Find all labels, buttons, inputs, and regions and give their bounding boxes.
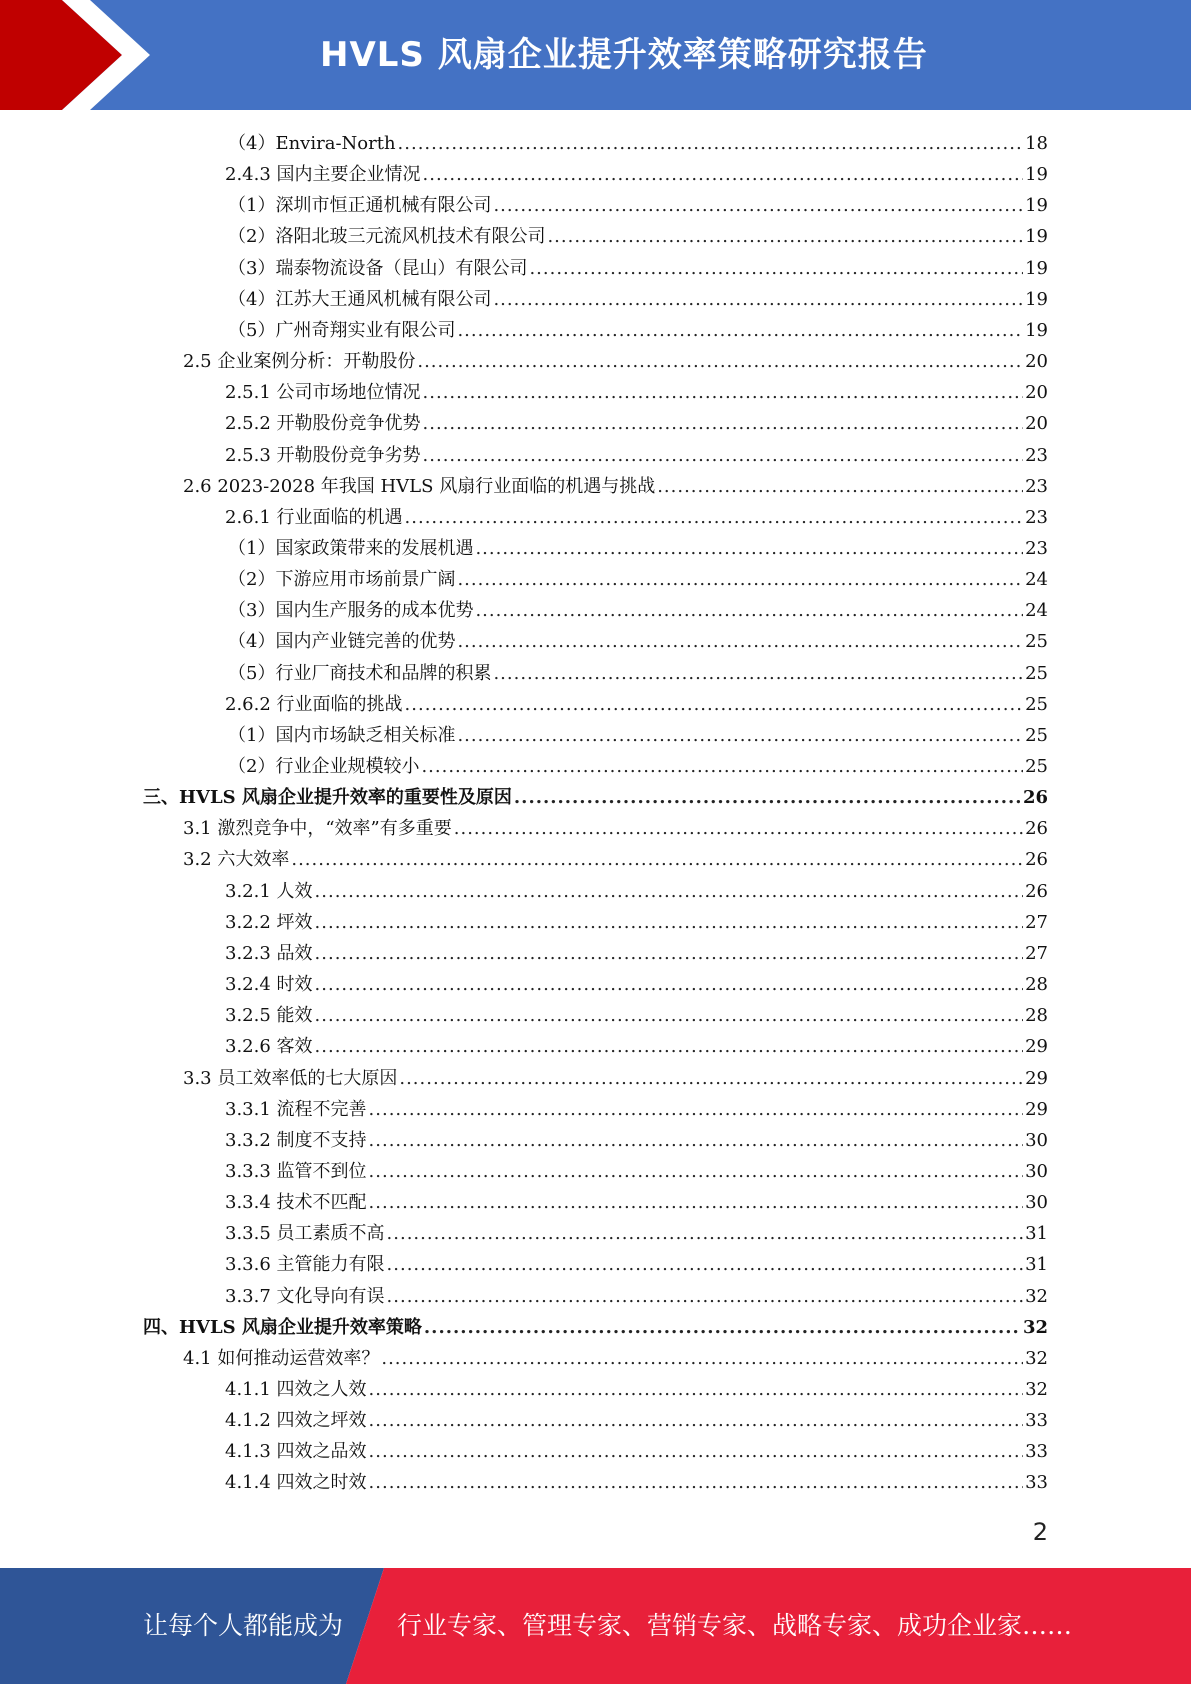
toc-entry-label: （2）洛阳北玻三元流风机技术有限公司: [228, 226, 546, 248]
toc-entry-page: 20: [1025, 382, 1048, 404]
toc-dot-leader: [547, 221, 1023, 252]
toc-dot-leader: [514, 782, 1021, 813]
toc-dot-leader: [423, 159, 1024, 190]
toc-entry-label: （1）深圳市恒正通机械有限公司: [228, 195, 492, 217]
toc-dot-leader: [421, 751, 1023, 782]
toc-entry-page: 29: [1025, 1067, 1048, 1089]
toc-entry-page: 27: [1025, 911, 1048, 933]
toc-entry[interactable]: [228, 595, 1048, 626]
toc-dot-leader: [423, 408, 1024, 439]
toc-entry-page: 33: [1025, 1441, 1048, 1463]
toc-entry-label: 2.6 2023-2028 年我国 HVLS 风扇行业面临的机遇与挑战: [183, 475, 656, 497]
toc-entry[interactable]: [183, 813, 1048, 844]
toc-dot-leader: [369, 1187, 1024, 1218]
toc-dot-leader: [405, 502, 1024, 533]
footer-slogan-left: 让每个人都能成为: [143, 1611, 344, 1640]
toc-dot-leader: [475, 533, 1023, 564]
toc-entry[interactable]: [228, 221, 1048, 252]
toc-entry-label: 3.3.7 文化导向有误: [225, 1285, 385, 1307]
toc-entry-label: （1）国家政策带来的发展机遇: [228, 537, 474, 559]
toc-entry-label: （1）国内市场缺乏相关标准: [228, 724, 456, 746]
toc-entry[interactable]: [225, 969, 1048, 1000]
report-title: HVLS 风扇企业提升效率策略研究报告: [320, 35, 928, 75]
toc-entry-label: 3.3.3 监管不到位: [225, 1160, 367, 1182]
toc-entry-label: 2.5 企业案例分析：开勒股份: [183, 351, 416, 373]
toc-entry[interactable]: [225, 876, 1048, 907]
toc-entry-page: 18: [1025, 133, 1048, 154]
toc-dot-leader: [399, 1063, 1023, 1094]
toc-entry[interactable]: [228, 564, 1048, 595]
toc-entry-label: （4）国内产业链完善的优势: [228, 631, 456, 653]
toc-dot-leader: [387, 1281, 1024, 1312]
toc-entry-label: 3.2.3 品效: [225, 942, 313, 964]
toc-entry-page: 29: [1025, 1098, 1048, 1120]
toc-entry-label: 3.3.5 员工素质不高: [225, 1223, 385, 1245]
toc-dot-leader: [457, 315, 1023, 346]
toc-entry-page: 28: [1025, 974, 1048, 996]
toc-dot-leader: [381, 1343, 1023, 1374]
toc-entry-label: 3.2 六大效率: [183, 849, 290, 871]
toc-entry[interactable]: [183, 471, 1048, 502]
toc-entry-page: 26: [1025, 818, 1048, 840]
toc-entry[interactable]: [225, 502, 1048, 533]
toc-entry-label: （5）广州奇翔实业有限公司: [228, 319, 456, 341]
toc-entry[interactable]: [225, 408, 1048, 439]
toc-entry-page: 26: [1025, 880, 1048, 902]
toc-entry[interactable]: [225, 1156, 1048, 1187]
toc-entry-page: 19: [1025, 195, 1048, 217]
toc-entry-label: 4.1 如何推动运营效率？: [183, 1347, 380, 1369]
toc-dot-leader: [315, 907, 1024, 938]
toc-entry-page: 31: [1025, 1254, 1048, 1276]
toc-entry-page: 23: [1025, 475, 1048, 497]
toc-dot-leader: [398, 128, 1024, 159]
toc-entry[interactable]: [225, 1467, 1048, 1498]
toc-entry[interactable]: [225, 159, 1048, 190]
toc-entry-page: 30: [1025, 1160, 1048, 1182]
toc-entry-page: 33: [1025, 1410, 1048, 1432]
toc-dot-leader: [457, 626, 1023, 657]
toc-entry-label: 3.2.6 客效: [225, 1036, 313, 1058]
toc-dot-leader: [387, 1249, 1024, 1280]
toc-dot-leader: [493, 658, 1023, 689]
page-footer: [0, 1568, 1191, 1684]
toc-entry-label: 4.1.2 四效之坪效: [225, 1410, 367, 1432]
toc-entry[interactable]: [183, 844, 1048, 875]
toc-entry-label: 3.3.6 主管能力有限: [225, 1254, 385, 1276]
toc-dot-leader: [291, 844, 1023, 875]
toc-entry-page: 26: [1025, 849, 1048, 871]
toc-entry[interactable]: [225, 907, 1048, 938]
toc-entry-page: 25: [1025, 631, 1048, 653]
toc-entry[interactable]: [228, 720, 1048, 751]
toc-dot-leader: [493, 190, 1023, 221]
footer-slogan-right: 行业专家、管理专家、营销专家、战略专家、成功企业家……: [397, 1611, 1073, 1640]
toc-entry[interactable]: [225, 1000, 1048, 1031]
toc-entry[interactable]: [228, 533, 1048, 564]
toc-entry[interactable]: [143, 1312, 1048, 1343]
toc-dot-leader: [387, 1218, 1024, 1249]
toc-entry-page: 28: [1025, 1005, 1048, 1027]
toc-entry-page: 19: [1025, 164, 1048, 186]
toc-entry[interactable]: [228, 751, 1048, 782]
toc-entry-page: 25: [1025, 693, 1048, 715]
toc-entry-label: 4.1.3 四效之品效: [225, 1441, 367, 1463]
toc-entry[interactable]: [225, 1436, 1048, 1467]
toc-dot-leader: [315, 938, 1024, 969]
toc-entry-page: 19: [1025, 226, 1048, 248]
toc-dot-leader: [423, 377, 1024, 408]
toc-entry-label: 3.2.4 时效: [225, 974, 313, 996]
toc-entry-label: 3.3.1 流程不完善: [225, 1098, 367, 1120]
toc-entry-page: 23: [1025, 506, 1048, 528]
toc-entry[interactable]: [225, 1249, 1048, 1280]
toc-dot-leader: [529, 253, 1023, 284]
toc-dot-leader: [315, 876, 1024, 907]
toc-entry-page: 29: [1025, 1036, 1048, 1058]
toc-entry[interactable]: [143, 782, 1048, 813]
toc-entry-page: 24: [1025, 600, 1048, 622]
toc-entry-label: 3.2.2 坪效: [225, 911, 313, 933]
toc-entry-label: 4.1.4 四效之时效: [225, 1472, 367, 1494]
toc-entry[interactable]: [183, 1063, 1048, 1094]
toc-dot-leader: [369, 1125, 1024, 1156]
toc-entry[interactable]: [228, 626, 1048, 657]
toc-entry[interactable]: [228, 658, 1048, 689]
toc-dot-leader: [493, 284, 1023, 315]
toc-entry[interactable]: [225, 1187, 1048, 1218]
toc-entry-page: 23: [1025, 537, 1048, 559]
toc-entry-label: （4）江苏大王通风机械有限公司: [228, 288, 492, 310]
toc-entry-label: （3）瑞泰物流设备（昆山）有限公司: [228, 257, 528, 279]
toc-entry[interactable]: [228, 253, 1048, 284]
toc-entry-label: 2.5.3 开勒股份竞争劣势: [225, 444, 421, 466]
toc-dot-leader: [315, 969, 1024, 1000]
toc-dot-leader: [369, 1374, 1024, 1405]
toc-entry-label: 3.3.2 制度不支持: [225, 1129, 367, 1151]
toc-entry-label: 3.2.1 人效: [225, 880, 313, 902]
toc-entry[interactable]: [225, 1281, 1048, 1312]
toc-entry-page: 23: [1025, 444, 1048, 466]
toc-entry[interactable]: [225, 1094, 1048, 1125]
toc-entry-page: 30: [1025, 1192, 1048, 1214]
toc-entry-label: （2）下游应用市场前景广阔: [228, 569, 456, 591]
toc-dot-leader: [475, 595, 1023, 626]
toc-entry[interactable]: [225, 1218, 1048, 1249]
page-header: [0, 0, 1191, 110]
toc-entry-label: 2.6.2 行业面临的挑战: [225, 693, 403, 715]
toc-entry-label: 2.5.1 公司市场地位情况: [225, 382, 421, 404]
toc-entry[interactable]: [228, 315, 1048, 346]
toc-entry[interactable]: [225, 377, 1048, 408]
toc-entry-label: （5）行业厂商技术和品牌的积累: [228, 662, 492, 684]
toc-entry-page: 19: [1025, 319, 1048, 341]
toc-entry-page: 26: [1022, 787, 1048, 809]
toc-entry-page: 25: [1025, 724, 1048, 746]
page-number: 2: [1032, 1518, 1048, 1546]
toc-entry[interactable]: [225, 938, 1048, 969]
toc-dot-leader: [369, 1094, 1024, 1125]
toc-entry-page: 32: [1022, 1316, 1048, 1338]
toc-entry-label: （3）国内生产服务的成本优势: [228, 600, 474, 622]
toc-entry-label: 四、HVLS 风扇企业提升效率策略: [143, 1316, 422, 1338]
toc-entry-page: 31: [1025, 1223, 1048, 1245]
toc-entry[interactable]: [225, 1405, 1048, 1436]
toc-entry-page: 33: [1025, 1472, 1048, 1494]
toc-entry[interactable]: [228, 128, 1048, 159]
toc-entry-page: 20: [1025, 413, 1048, 435]
toc-entry-label: 2.4.3 国内主要企业情况: [225, 164, 421, 186]
toc-entry-page: 32: [1025, 1347, 1048, 1369]
toc-entry-label: 4.1.1 四效之人效: [225, 1379, 367, 1400]
toc-entry[interactable]: [225, 440, 1048, 471]
toc-entry-page: 19: [1025, 288, 1048, 310]
toc-entry-label: 三、HVLS 风扇企业提升效率的重要性及原因: [143, 787, 512, 809]
toc-entry-label: 2.5.2 开勒股份竞争优势: [225, 413, 421, 435]
toc-entry[interactable]: [225, 1374, 1048, 1405]
toc-entry[interactable]: [225, 1031, 1048, 1062]
toc-dot-leader: [657, 471, 1023, 502]
toc-entry-page: 25: [1025, 662, 1048, 684]
toc-entry-label: （4）Envira-North: [228, 133, 396, 154]
toc-entry[interactable]: [225, 689, 1048, 720]
toc-dot-leader: [457, 564, 1023, 595]
toc-entry-page: 32: [1025, 1285, 1048, 1307]
toc-dot-leader: [424, 1312, 1021, 1343]
toc-entry[interactable]: [183, 1343, 1048, 1374]
toc-entry-page: 19: [1025, 257, 1048, 279]
toc-entry[interactable]: [225, 1125, 1048, 1156]
toc-entry-label: 3.3 员工效率低的七大原因: [183, 1067, 398, 1089]
toc-dot-leader: [369, 1156, 1024, 1187]
toc-entry[interactable]: [228, 284, 1048, 315]
toc-dot-leader: [369, 1467, 1024, 1498]
toc-entry-page: 20: [1025, 351, 1048, 373]
toc-entry-label: 3.3.4 技术不匹配: [225, 1192, 367, 1214]
toc-entry-label: 2.6.1 行业面临的机遇: [225, 506, 403, 528]
toc-entry-page: 30: [1025, 1129, 1048, 1151]
toc-dot-leader: [369, 1405, 1024, 1436]
toc-entry[interactable]: [183, 346, 1048, 377]
toc-entry-page: 25: [1025, 756, 1048, 777]
toc-dot-leader: [457, 720, 1023, 751]
toc-entry[interactable]: [228, 190, 1048, 221]
toc-dot-leader: [315, 1031, 1024, 1062]
toc-entry-page: 27: [1025, 942, 1048, 964]
toc-dot-leader: [417, 346, 1023, 377]
toc-dot-leader: [423, 440, 1024, 471]
toc-dot-leader: [369, 1436, 1024, 1467]
toc-dot-leader: [454, 813, 1023, 844]
toc-entry-label: 3.2.5 能效: [225, 1005, 313, 1027]
toc-entry-page: 32: [1025, 1379, 1048, 1400]
toc-dot-leader: [315, 1000, 1024, 1031]
toc-entry-label: 3.1 激烈竞争中，“效率”有多重要: [183, 818, 452, 840]
toc-entry-label: （2）行业企业规模较小: [228, 756, 420, 777]
toc-dot-leader: [405, 689, 1024, 720]
toc-entry-page: 24: [1025, 569, 1048, 591]
